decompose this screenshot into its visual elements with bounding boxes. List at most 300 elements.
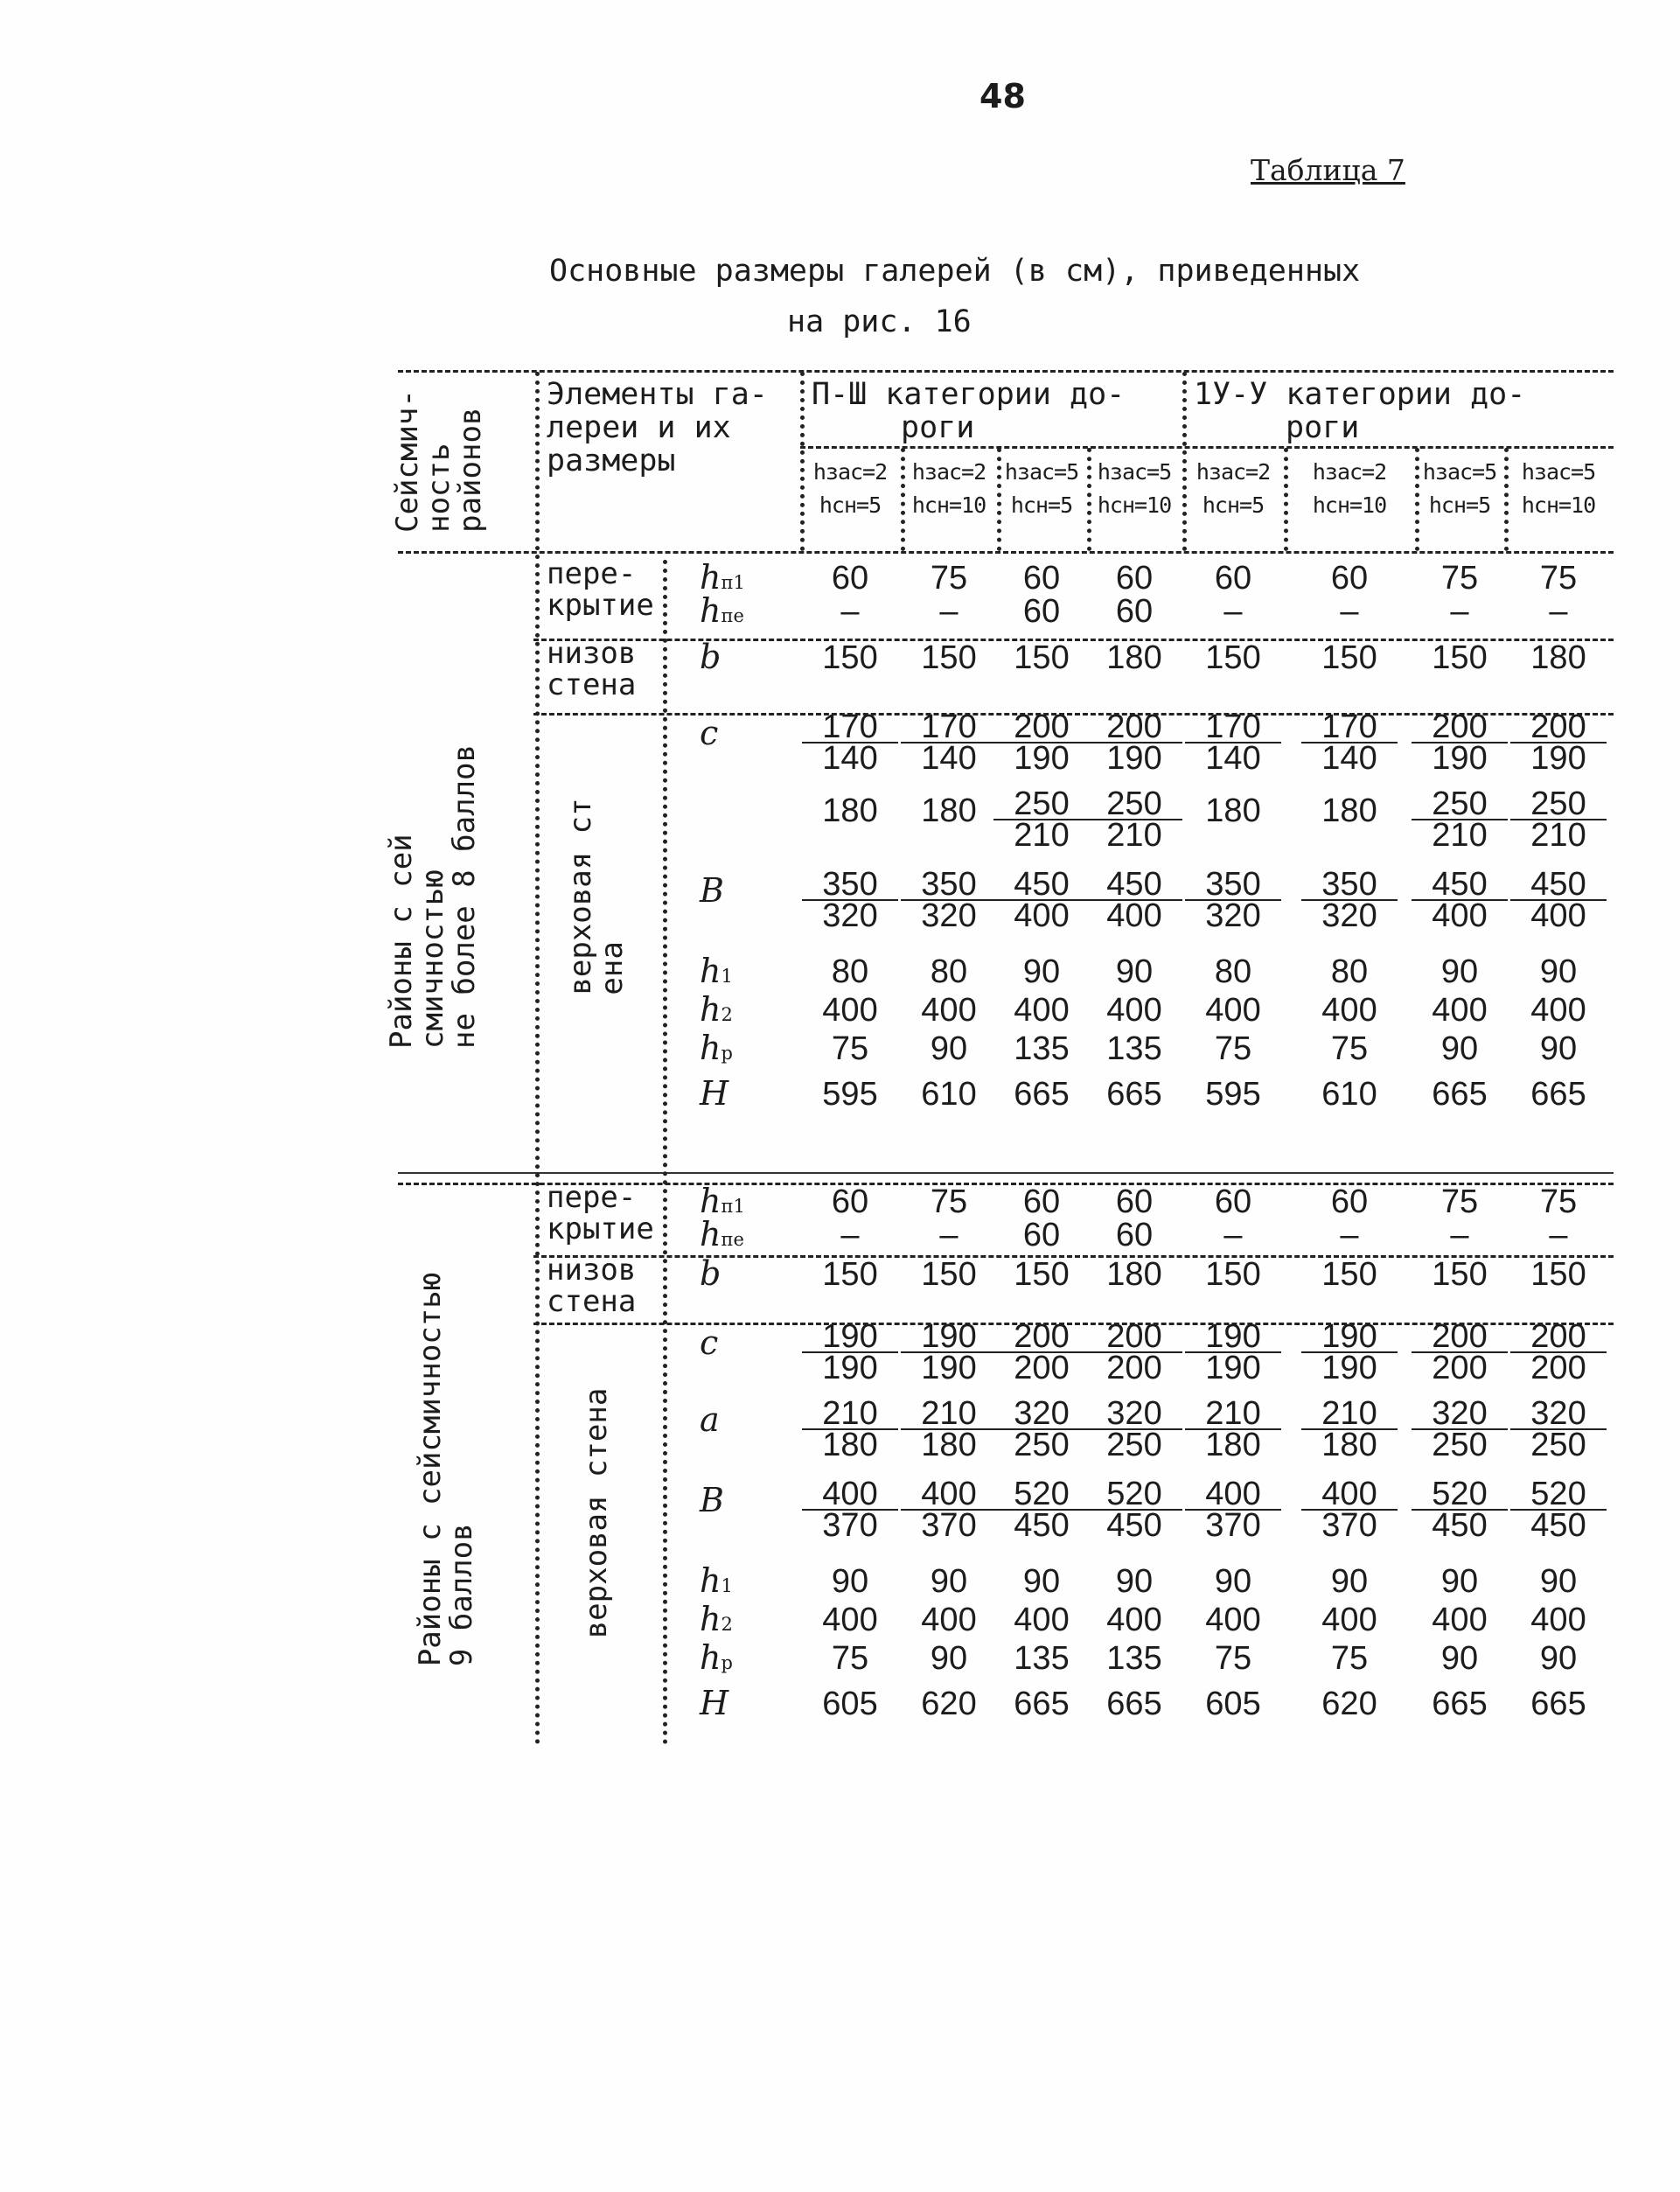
cell-value: 400 xyxy=(1106,1602,1162,1638)
cell-value: 150 xyxy=(1432,1256,1488,1293)
subheader-height-param: hсн=10 xyxy=(911,492,986,518)
fraction-denominator: 190 xyxy=(822,1350,878,1386)
page-number: 48 xyxy=(979,77,1026,115)
cell-value: 400 xyxy=(1014,992,1070,1029)
dimension-symbol xyxy=(700,638,721,678)
cell-value: 60 xyxy=(1115,1183,1154,1220)
dimension-symbol-letter: c xyxy=(700,714,719,752)
cell-value: 90 xyxy=(831,1563,869,1600)
fraction-numerator: 170 xyxy=(1185,712,1281,743)
cell-value: 620 xyxy=(1321,1686,1377,1722)
column-separator xyxy=(1087,448,1091,551)
table-rule xyxy=(800,446,1614,449)
fraction-value xyxy=(1510,1395,1607,1463)
cell-value: 90 xyxy=(1115,1563,1154,1600)
cell-value: – xyxy=(1340,1217,1359,1253)
cell-value: – xyxy=(1223,1217,1243,1253)
category-2-3-header-line: роги xyxy=(901,410,975,445)
fraction-value xyxy=(1086,709,1182,777)
table-title-line-2: на рис. 16 xyxy=(787,304,972,339)
region-label xyxy=(386,744,480,1049)
cell-value: 60 xyxy=(1214,560,1252,597)
cell-value: 665 xyxy=(1014,1076,1070,1113)
cell-value: 90 xyxy=(1539,1030,1578,1067)
fraction-value xyxy=(993,709,1090,777)
cell-value: 150 xyxy=(1432,639,1488,676)
subheader-height-param: hсн=5 xyxy=(1428,492,1491,518)
fraction-denominator: 190 xyxy=(1205,1350,1261,1386)
fraction-numerator: 190 xyxy=(901,1322,997,1353)
fraction-numerator: 170 xyxy=(1301,712,1398,743)
dimension-symbol xyxy=(700,952,733,992)
cell-value: 180 xyxy=(921,792,977,829)
fraction-numerator: 320 xyxy=(1086,1399,1182,1430)
cell-value: 620 xyxy=(921,1686,977,1722)
cell-value: 90 xyxy=(1115,953,1154,990)
subheader-height-param: hсн=10 xyxy=(1097,492,1172,518)
fraction-value xyxy=(993,866,1090,934)
seismicity-header-line: районов xyxy=(453,407,488,533)
subheader-height-param: hсн=5 xyxy=(1202,492,1265,518)
cell-value: 150 xyxy=(822,639,878,676)
cell-value: 605 xyxy=(1205,1686,1261,1722)
subheader-height-param: hсн=5 xyxy=(819,492,882,518)
element-group-label-line: верховая стена xyxy=(579,1387,614,1639)
seismicity-header-line: Сейсмич- xyxy=(390,389,425,533)
cell-value: 400 xyxy=(1530,992,1586,1029)
column-separator xyxy=(901,448,905,551)
dimension-symbol xyxy=(700,1254,721,1295)
fraction-value xyxy=(1412,1476,1508,1544)
element-group-label: стена xyxy=(547,1284,637,1319)
fraction-denominator: 190 xyxy=(1106,740,1162,777)
element-group-label xyxy=(581,1388,612,1639)
cell-value: 150 xyxy=(1530,1256,1586,1293)
cell-value: 90 xyxy=(1440,953,1479,990)
fraction-numerator: 450 xyxy=(1412,869,1508,901)
fraction-numerator: 200 xyxy=(1086,1322,1182,1353)
dimension-symbol-subscript: 2 xyxy=(721,1004,733,1025)
fraction-numerator: 200 xyxy=(1510,712,1607,743)
fraction-numerator: 320 xyxy=(993,1399,1090,1430)
fraction-value xyxy=(1185,1476,1281,1544)
fraction-numerator: 210 xyxy=(901,1399,997,1430)
cell-value: 90 xyxy=(1022,1563,1061,1600)
element-group-label: стена xyxy=(547,667,637,702)
fraction-value xyxy=(1086,1476,1182,1544)
dimension-symbol-subscript: пе xyxy=(721,1229,744,1250)
dimension-symbol-letter: h xyxy=(700,990,721,1029)
fraction-denominator: 190 xyxy=(1530,740,1586,777)
subheader-height-param: hзас=2 xyxy=(812,459,888,485)
fraction-numerator: 250 xyxy=(1412,789,1508,820)
fraction-denominator: 190 xyxy=(1014,740,1070,777)
element-group-label: пере- xyxy=(547,556,637,591)
fraction-denominator: 370 xyxy=(921,1507,977,1544)
fraction-value xyxy=(1185,866,1281,934)
fraction-denominator: 450 xyxy=(1530,1507,1586,1544)
fraction-value xyxy=(901,1318,997,1386)
dimension-symbol-subscript: p xyxy=(721,1043,733,1064)
fraction-value xyxy=(802,709,898,777)
table-title-line-1: Основные размеры галерей (в см), приведенных xyxy=(549,254,1361,289)
cell-value: 80 xyxy=(1330,953,1369,990)
cell-value: 180 xyxy=(1106,1256,1162,1293)
dimension-symbol xyxy=(700,591,744,632)
fraction-value xyxy=(1086,866,1182,934)
fraction-numerator: 400 xyxy=(1301,1479,1398,1511)
cell-value: 60 xyxy=(1022,593,1061,630)
cell-value: 90 xyxy=(1539,1563,1578,1600)
cell-value: 75 xyxy=(1330,1640,1369,1677)
cell-value: 75 xyxy=(1214,1640,1252,1677)
dimension-symbol xyxy=(700,871,724,911)
fraction-value xyxy=(1185,1318,1281,1386)
cell-value: 400 xyxy=(1321,992,1377,1029)
fraction-numerator: 200 xyxy=(1086,712,1182,743)
cell-value: 90 xyxy=(930,1563,968,1600)
dimension-symbol-letter: a xyxy=(700,1400,720,1439)
cell-value: 400 xyxy=(1432,1602,1488,1638)
fraction-numerator: 450 xyxy=(1510,869,1607,901)
cell-value: 400 xyxy=(822,992,878,1029)
column-separator xyxy=(997,448,1001,551)
dimension-symbol-letter: h xyxy=(700,1600,721,1638)
fraction-denominator: 180 xyxy=(1205,1427,1261,1463)
cell-value: 90 xyxy=(1330,1563,1369,1600)
fraction-denominator: 250 xyxy=(1014,1427,1070,1463)
cell-value: 400 xyxy=(921,992,977,1029)
elements-header-line: размеры xyxy=(547,443,676,478)
fraction-denominator: 370 xyxy=(1205,1507,1261,1544)
fraction-denominator: 180 xyxy=(921,1427,977,1463)
cell-value: 60 xyxy=(1115,593,1154,630)
fraction-denominator: 400 xyxy=(1014,897,1070,934)
fraction-denominator: 320 xyxy=(822,897,878,934)
subheader-height-param: hзас=2 xyxy=(1312,459,1387,485)
dimension-symbol xyxy=(700,1481,724,1521)
fraction-value xyxy=(1086,1395,1182,1463)
fraction-numerator: 520 xyxy=(1510,1479,1607,1511)
dimension-symbol-letter: b xyxy=(700,638,721,676)
table-rule xyxy=(398,370,1614,373)
dimension-symbol-letter: h xyxy=(700,1215,721,1253)
dimension-symbol-letter: H xyxy=(700,1684,729,1722)
subheader-height-param: hзас=2 xyxy=(911,459,986,485)
category-2-3-header-line: П-Ш категории до- xyxy=(812,377,1126,412)
fraction-denominator: 200 xyxy=(1014,1350,1070,1386)
fraction-value xyxy=(1185,709,1281,777)
dimension-symbol xyxy=(700,1074,729,1114)
cell-value: 75 xyxy=(1214,1030,1252,1067)
cell-value: 665 xyxy=(1106,1076,1162,1113)
fraction-numerator: 320 xyxy=(1412,1399,1508,1430)
fraction-numerator: 350 xyxy=(802,869,898,901)
region-label-line: смичностью xyxy=(415,869,450,1049)
table-rule xyxy=(398,551,1614,554)
fraction-denominator: 140 xyxy=(1321,740,1377,777)
fraction-value xyxy=(802,1476,898,1544)
cell-value: – xyxy=(1549,1217,1568,1253)
cell-value: 60 xyxy=(1214,1183,1252,1220)
dimension-symbol xyxy=(700,1561,733,1602)
cell-value: 400 xyxy=(1205,992,1261,1029)
category-4-5-header-line: роги xyxy=(1286,410,1360,445)
cell-value: 60 xyxy=(1115,560,1154,597)
fraction-denominator: 180 xyxy=(1321,1427,1377,1463)
region-label-line: не более 8 баллов xyxy=(447,744,482,1049)
fraction-numerator: 200 xyxy=(993,1322,1090,1353)
cell-value: 75 xyxy=(1539,1183,1578,1220)
fraction-numerator: 250 xyxy=(1086,789,1182,820)
dimension-symbol-letter: h xyxy=(700,952,721,990)
table-label: Таблица 7 xyxy=(1251,153,1405,187)
cell-value: 75 xyxy=(930,560,968,597)
cell-value: 90 xyxy=(1440,1030,1479,1067)
fraction-value xyxy=(901,1476,997,1544)
fraction-value xyxy=(1510,866,1607,934)
fraction-value xyxy=(1510,1476,1607,1544)
fraction-value xyxy=(1412,785,1508,854)
fraction-denominator: 180 xyxy=(822,1427,878,1463)
fraction-value xyxy=(802,1318,898,1386)
dimension-symbol-letter: h xyxy=(700,1638,721,1677)
fraction-value xyxy=(1301,709,1398,777)
cell-value: 60 xyxy=(1022,1217,1061,1253)
cell-value: 60 xyxy=(831,1183,869,1220)
cell-value: 665 xyxy=(1432,1686,1488,1722)
cell-value: 60 xyxy=(1022,560,1061,597)
fraction-value xyxy=(1301,1318,1398,1386)
fraction-numerator: 210 xyxy=(1301,1399,1398,1430)
cell-value: 80 xyxy=(930,953,968,990)
cell-value: 400 xyxy=(1432,992,1488,1029)
region-label-line: Районы с сейсмичностью xyxy=(413,1272,448,1667)
dimension-symbol-letter: H xyxy=(700,1074,729,1113)
fraction-numerator: 350 xyxy=(1301,869,1398,901)
cell-value: 400 xyxy=(1321,1602,1377,1638)
dimension-symbol-subscript: 1 xyxy=(721,966,733,987)
fraction-denominator: 250 xyxy=(1106,1427,1162,1463)
dimension-symbol-subscript: 2 xyxy=(721,1614,733,1635)
dimension-symbol-subscript: п1 xyxy=(721,1196,745,1217)
fraction-numerator: 450 xyxy=(993,869,1090,901)
cell-value: 60 xyxy=(1330,560,1369,597)
cell-value: 665 xyxy=(1530,1076,1586,1113)
dimension-symbol-letter: h xyxy=(700,1561,721,1600)
cell-value: – xyxy=(939,1217,959,1253)
cell-value: 400 xyxy=(1014,1602,1070,1638)
fraction-numerator: 250 xyxy=(993,789,1090,820)
dimension-symbol xyxy=(700,1400,720,1441)
fraction-denominator: 200 xyxy=(1106,1350,1162,1386)
column-separator xyxy=(663,560,667,1745)
cell-value: 135 xyxy=(1106,1640,1162,1677)
dimension-symbol-letter: B xyxy=(700,871,724,910)
fraction-value xyxy=(993,785,1090,854)
fraction-numerator: 250 xyxy=(1510,789,1607,820)
cell-value: – xyxy=(840,593,860,630)
dimension-symbol-letter: c xyxy=(700,1323,719,1362)
cell-value: 90 xyxy=(1214,1563,1252,1600)
cell-value: 75 xyxy=(831,1030,869,1067)
fraction-denominator: 250 xyxy=(1530,1427,1586,1463)
dimension-symbol-letter: B xyxy=(700,1481,724,1519)
cell-value: 75 xyxy=(831,1640,869,1677)
fraction-value xyxy=(1510,709,1607,777)
cell-value: 90 xyxy=(1440,1563,1479,1600)
element-group-label-line: верховая ст xyxy=(563,798,598,995)
dimension-symbol-letter: h xyxy=(700,558,721,597)
element-group-label: пере- xyxy=(547,1180,637,1215)
dimension-symbol-letter: h xyxy=(700,1182,721,1220)
cell-value: 135 xyxy=(1106,1030,1162,1067)
cell-value: 150 xyxy=(921,639,977,676)
fraction-value xyxy=(1510,1318,1607,1386)
fraction-value xyxy=(901,1395,997,1463)
column-separator xyxy=(1415,448,1419,551)
elements-header-line: лереи и их xyxy=(547,410,731,445)
fraction-denominator: 200 xyxy=(1432,1350,1488,1386)
column-separator xyxy=(535,372,540,1745)
cell-value: 75 xyxy=(930,1183,968,1220)
fraction-denominator: 190 xyxy=(921,1350,977,1386)
dimension-symbol-subscript: 1 xyxy=(721,1575,733,1596)
cell-value: 400 xyxy=(1530,1602,1586,1638)
cell-value: – xyxy=(1450,1217,1469,1253)
fraction-denominator: 190 xyxy=(1321,1350,1377,1386)
cell-value: 665 xyxy=(1432,1076,1488,1113)
dimension-symbol-letter: h xyxy=(700,591,721,630)
fraction-numerator: 190 xyxy=(802,1322,898,1353)
fraction-numerator: 210 xyxy=(1185,1399,1281,1430)
subheader-height-param: hсн=5 xyxy=(1010,492,1073,518)
subheader-height-param: hсн=10 xyxy=(1521,492,1596,518)
fraction-value xyxy=(993,1476,1090,1544)
fraction-value xyxy=(802,866,898,934)
seismicity-header-line: ность xyxy=(422,443,457,533)
fraction-denominator: 400 xyxy=(1432,897,1488,934)
fraction-denominator: 400 xyxy=(1530,897,1586,934)
cell-value: 180 xyxy=(1530,639,1586,676)
dimension-symbol-subscript: p xyxy=(721,1652,733,1673)
fraction-denominator: 210 xyxy=(1432,817,1488,854)
fraction-numerator: 210 xyxy=(802,1399,898,1430)
cell-value: 75 xyxy=(1440,1183,1479,1220)
cell-value: 135 xyxy=(1014,1030,1070,1067)
element-group-label xyxy=(565,798,628,995)
dimension-symbol xyxy=(700,714,719,754)
cell-value: 90 xyxy=(930,1640,968,1677)
fraction-value xyxy=(901,709,997,777)
fraction-numerator: 170 xyxy=(802,712,898,743)
cell-value: 60 xyxy=(831,560,869,597)
cell-value: 150 xyxy=(822,1256,878,1293)
cell-value: 610 xyxy=(921,1076,977,1113)
cell-value: 150 xyxy=(1321,639,1377,676)
cell-value: 610 xyxy=(1321,1076,1377,1113)
fraction-denominator: 200 xyxy=(1530,1350,1586,1386)
fraction-denominator: 320 xyxy=(1321,897,1377,934)
cell-value: 180 xyxy=(822,792,878,829)
cell-value: 90 xyxy=(1022,953,1061,990)
fraction-value xyxy=(993,1395,1090,1463)
cell-value: 150 xyxy=(1205,1256,1261,1293)
column-separator xyxy=(1182,372,1187,551)
fraction-numerator: 200 xyxy=(993,712,1090,743)
cell-value: 180 xyxy=(1321,792,1377,829)
region-label-line: Районы с сей xyxy=(384,834,419,1049)
cell-value: 90 xyxy=(1440,1640,1479,1677)
fraction-numerator: 170 xyxy=(901,712,997,743)
element-group-label: крытие xyxy=(547,1211,654,1246)
fraction-numerator: 200 xyxy=(1510,1322,1607,1353)
cell-value: 665 xyxy=(1014,1686,1070,1722)
fraction-numerator: 520 xyxy=(1086,1479,1182,1511)
fraction-denominator: 210 xyxy=(1014,817,1070,854)
fraction-denominator: 140 xyxy=(921,740,977,777)
elements-header-line: Элементы га- xyxy=(547,377,768,412)
fraction-denominator: 250 xyxy=(1432,1427,1488,1463)
cell-value: – xyxy=(840,1217,860,1253)
cell-value: 665 xyxy=(1530,1686,1586,1722)
subheader-height-param: hзас=5 xyxy=(1521,459,1596,485)
dimension-symbol-letter: h xyxy=(700,1029,721,1067)
fraction-numerator: 400 xyxy=(802,1479,898,1511)
category-4-5-header-line: 1У-У категории до- xyxy=(1194,377,1526,412)
dimension-symbol xyxy=(700,1638,733,1679)
dimension-symbol xyxy=(700,1684,729,1724)
cell-value: 595 xyxy=(1205,1076,1261,1113)
fraction-denominator: 140 xyxy=(1205,740,1261,777)
cell-value: 400 xyxy=(1205,1602,1261,1638)
cell-value: 150 xyxy=(921,1256,977,1293)
dimension-symbol xyxy=(700,990,733,1030)
fraction-numerator: 350 xyxy=(1185,869,1281,901)
region-label-line: 9 баллов xyxy=(444,1523,479,1667)
cell-value: 60 xyxy=(1022,1183,1061,1220)
cell-value: 60 xyxy=(1115,1217,1154,1253)
region-label xyxy=(415,1273,478,1666)
cell-value: 605 xyxy=(822,1686,878,1722)
fraction-value xyxy=(1412,1395,1508,1463)
cell-value: 60 xyxy=(1330,1183,1369,1220)
cell-value: 75 xyxy=(1440,560,1479,597)
fraction-numerator: 190 xyxy=(1301,1322,1398,1353)
fraction-denominator: 210 xyxy=(1106,817,1162,854)
fraction-denominator: 190 xyxy=(1432,740,1488,777)
dimension-symbol-subscript: п1 xyxy=(721,572,745,593)
cell-value: 90 xyxy=(1539,953,1578,990)
fraction-value xyxy=(1086,1318,1182,1386)
fraction-value xyxy=(1086,785,1182,854)
fraction-denominator: 450 xyxy=(1432,1507,1488,1544)
subheader-height-param: hсн=10 xyxy=(1312,492,1387,518)
fraction-value xyxy=(993,1318,1090,1386)
fraction-denominator: 400 xyxy=(1106,897,1162,934)
cell-value: 80 xyxy=(1214,953,1252,990)
fraction-numerator: 450 xyxy=(1086,869,1182,901)
dimension-symbol xyxy=(700,1029,733,1069)
subheader-height-param: hзас=2 xyxy=(1196,459,1271,485)
column-separator xyxy=(1504,448,1509,551)
subheader-height-param: hзас=5 xyxy=(1422,459,1497,485)
table-rule xyxy=(398,1172,1614,1174)
dimension-symbol xyxy=(700,1323,719,1364)
cell-value: 150 xyxy=(1321,1256,1377,1293)
dimension-symbol xyxy=(700,1600,733,1640)
cell-value: 180 xyxy=(1106,639,1162,676)
